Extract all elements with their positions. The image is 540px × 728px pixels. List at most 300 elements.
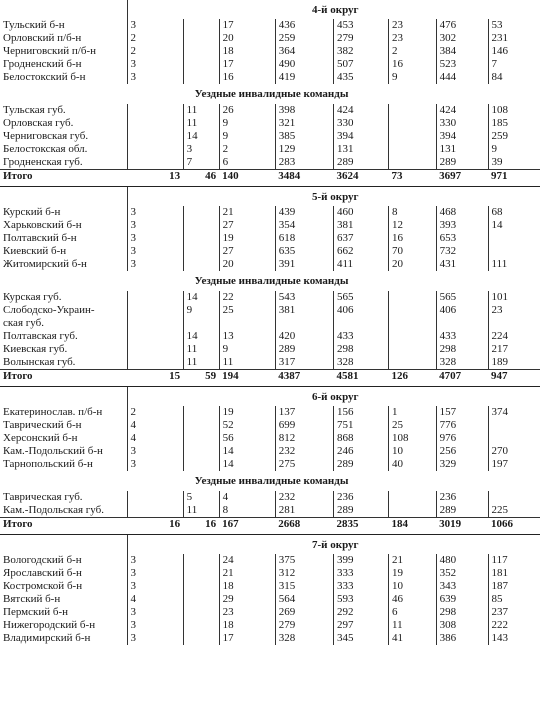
- cell-value: 10: [389, 445, 437, 458]
- cell-value: 453: [333, 19, 388, 32]
- cell-value: 444: [436, 71, 488, 84]
- table-row: [0, 232, 540, 245]
- cell-value: 23: [488, 304, 540, 330]
- cell-value: 27: [219, 245, 275, 258]
- table-row: [0, 356, 540, 370]
- cell-value: [127, 304, 183, 330]
- cell-value: 236: [333, 491, 388, 504]
- cell-value: [183, 619, 219, 632]
- cell-value: 22: [219, 291, 275, 304]
- cell-value: 384: [436, 45, 488, 58]
- cell-value: 27: [219, 219, 275, 232]
- cell-value: 411: [333, 258, 388, 271]
- district-header-row: [0, 387, 540, 407]
- cell-value: 181: [488, 567, 540, 580]
- cell-value: 11: [183, 117, 219, 130]
- cell-value: 468: [436, 206, 488, 219]
- cell-value: [389, 330, 437, 343]
- cell-value: 480: [436, 554, 488, 567]
- subsection-header-row: [0, 271, 540, 291]
- row-label: Белостокская обл.: [3, 143, 88, 155]
- row-label: Харьковский б-н: [3, 219, 82, 231]
- cell-value: 2: [127, 406, 183, 419]
- row-label: Вологодский б-н: [3, 554, 82, 566]
- cell-value: [127, 130, 183, 143]
- cell-value: 436: [275, 19, 333, 32]
- cell-value: 7: [488, 58, 540, 71]
- row-label: Тарнопольский б-н: [3, 458, 93, 470]
- cell-value: 68: [488, 206, 540, 219]
- cell-value: [389, 504, 437, 518]
- cell-value: [127, 343, 183, 356]
- cell-value: 14: [183, 130, 219, 143]
- cell-value: 12: [389, 219, 437, 232]
- cell-value: [488, 491, 540, 504]
- cell-value: 289: [333, 458, 388, 471]
- cell-value: 73: [389, 170, 437, 187]
- cell-value: 146: [488, 45, 540, 58]
- row-label: Итого: [0, 370, 127, 387]
- cell-value: 259: [275, 32, 333, 45]
- cell-value: 137: [275, 406, 333, 419]
- cell-value: 4387: [275, 370, 333, 387]
- header-spacer: [0, 535, 127, 555]
- cell-value: [389, 117, 437, 130]
- cell-value: 25: [389, 419, 437, 432]
- cell-value: 732: [436, 245, 488, 258]
- cell-value: 523: [436, 58, 488, 71]
- row-label: Пермский б-н: [3, 606, 69, 618]
- cell-value: 328: [333, 356, 388, 370]
- cell-value: 776: [436, 419, 488, 432]
- cell-value: 565: [333, 291, 388, 304]
- cell-value: 189: [488, 356, 540, 370]
- cell-value: 354: [275, 219, 333, 232]
- cell-value: 398: [275, 104, 333, 117]
- cell-value: 3: [127, 71, 183, 84]
- cell-value: 2: [127, 32, 183, 45]
- cell-value: 289: [436, 156, 488, 170]
- table-row: [0, 343, 540, 356]
- cell-value: 618: [275, 232, 333, 245]
- row-label: Таврическая губ.: [3, 491, 83, 503]
- cell-value: 543: [275, 291, 333, 304]
- row-label: Черниговский п/б-н: [3, 45, 97, 57]
- cell-value: 111: [488, 258, 540, 271]
- cell-value: 232: [275, 445, 333, 458]
- row-label: Ярославский б-н: [3, 567, 82, 579]
- cell-value: [389, 291, 437, 304]
- cell-value: 14: [219, 458, 275, 471]
- table-row: [0, 419, 540, 432]
- cell-value: 393: [436, 219, 488, 232]
- cell-value: 381: [275, 304, 333, 330]
- row-label: Херсонский б-н: [3, 432, 78, 444]
- cell-value: 947: [488, 370, 540, 387]
- row-label: Орловская губ.: [3, 117, 74, 129]
- cell-value: 3: [127, 554, 183, 567]
- cell-value: 14: [183, 330, 219, 343]
- cell-value: 18: [219, 45, 275, 58]
- cell-value: 217: [488, 343, 540, 356]
- cell-value: [488, 419, 540, 432]
- cell-value: 187: [488, 580, 540, 593]
- cell-value: 639: [436, 593, 488, 606]
- cell-value: 662: [333, 245, 388, 258]
- table-row: [0, 104, 540, 117]
- table-row: [0, 143, 540, 156]
- cell-value: 157: [436, 406, 488, 419]
- total-row: [0, 370, 540, 387]
- row-label: Тульская губ.: [3, 104, 66, 116]
- cell-value: 84: [488, 71, 540, 84]
- table-row: [0, 245, 540, 258]
- cell-value: 70: [389, 245, 437, 258]
- cell-value: 3: [127, 619, 183, 632]
- row-label: Черниговская губ.: [3, 130, 89, 142]
- cell-value: 812: [275, 432, 333, 445]
- cell-value: 16: [219, 71, 275, 84]
- cell-value: 298: [436, 343, 488, 356]
- row-label: Костромской б-н: [3, 580, 83, 592]
- cell-value: 3: [127, 258, 183, 271]
- table-row: [0, 406, 540, 419]
- cell-value: 21: [219, 567, 275, 580]
- cell-value: 637: [333, 232, 388, 245]
- cell-value: 289: [333, 504, 388, 518]
- row-label: Курский б-н: [3, 206, 61, 218]
- subsection-title: Уездные инвалидные команды: [194, 275, 349, 287]
- cell-value: 16: [127, 518, 183, 535]
- table-row: [0, 117, 540, 130]
- subsection-title: Уездные инвалидные команды: [194, 475, 349, 487]
- cell-value: 297: [333, 619, 388, 632]
- cell-value: 8: [219, 504, 275, 518]
- cell-value: 382: [333, 45, 388, 58]
- cell-value: 26: [219, 104, 275, 117]
- cell-value: 19: [219, 232, 275, 245]
- cell-value: 23: [389, 19, 437, 32]
- table-row: [0, 19, 540, 32]
- cell-value: 3: [127, 232, 183, 245]
- cell-value: 3: [127, 567, 183, 580]
- cell-value: 315: [275, 580, 333, 593]
- subsection-title: Уездные инвалидные команды: [194, 88, 349, 100]
- cell-value: 17: [219, 632, 275, 645]
- cell-value: [389, 343, 437, 356]
- cell-value: [183, 32, 219, 45]
- cell-value: 3624: [333, 170, 388, 187]
- cell-value: 279: [275, 619, 333, 632]
- cell-value: 46: [389, 593, 437, 606]
- subsection-header-row: [0, 84, 540, 104]
- cell-value: 976: [436, 432, 488, 445]
- cell-value: 39: [488, 156, 540, 170]
- cell-value: [389, 356, 437, 370]
- cell-value: 289: [436, 504, 488, 518]
- cell-value: 317: [275, 356, 333, 370]
- cell-value: 18: [219, 619, 275, 632]
- cell-value: 330: [333, 117, 388, 130]
- cell-value: 424: [436, 104, 488, 117]
- row-label: Итого: [0, 518, 127, 535]
- row-label: Нижегородский б-н: [3, 619, 96, 631]
- cell-value: 53: [488, 19, 540, 32]
- cell-value: 635: [275, 245, 333, 258]
- cell-value: 333: [333, 580, 388, 593]
- row-label: Гродненский б-н: [3, 58, 82, 70]
- cell-value: 653: [436, 232, 488, 245]
- cell-value: 375: [275, 554, 333, 567]
- cell-value: 19: [219, 406, 275, 419]
- cell-value: 256: [436, 445, 488, 458]
- cell-value: 225: [488, 504, 540, 518]
- cell-value: [183, 606, 219, 619]
- cell-value: 17: [219, 19, 275, 32]
- cell-value: 328: [436, 356, 488, 370]
- cell-value: [127, 330, 183, 343]
- cell-value: [183, 58, 219, 71]
- cell-value: 420: [275, 330, 333, 343]
- cell-value: 9: [219, 343, 275, 356]
- cell-value: 3: [127, 219, 183, 232]
- cell-value: 25: [219, 304, 275, 330]
- cell-value: [389, 491, 437, 504]
- cell-value: [183, 593, 219, 606]
- row-label: Киевский б-н: [3, 245, 67, 257]
- cell-value: 156: [333, 406, 388, 419]
- cell-value: 279: [333, 32, 388, 45]
- cell-value: [183, 580, 219, 593]
- cell-value: 439: [275, 206, 333, 219]
- table-row: [0, 219, 540, 232]
- cell-value: 3: [127, 206, 183, 219]
- cell-value: 292: [333, 606, 388, 619]
- cell-value: 20: [219, 258, 275, 271]
- cell-value: 328: [275, 632, 333, 645]
- row-label: Слободско-Украин- ская губ.: [3, 304, 95, 329]
- cell-value: 364: [275, 45, 333, 58]
- cell-value: 9: [219, 130, 275, 143]
- total-row: [0, 518, 540, 535]
- cell-value: 7: [183, 156, 219, 170]
- cell-value: 11: [219, 356, 275, 370]
- table-row: [0, 156, 540, 170]
- cell-value: 4: [127, 432, 183, 445]
- row-label: Кам.-Подольская губ.: [3, 504, 104, 516]
- cell-value: 5: [183, 491, 219, 504]
- cell-value: 3: [127, 19, 183, 32]
- cell-value: 41: [389, 632, 437, 645]
- cell-value: 490: [275, 58, 333, 71]
- cell-value: 23: [219, 606, 275, 619]
- table-row: [0, 619, 540, 632]
- cell-value: 406: [333, 304, 388, 330]
- cell-value: [389, 143, 437, 156]
- cell-value: 13: [219, 330, 275, 343]
- cell-value: 406: [436, 304, 488, 330]
- cell-value: 13: [127, 170, 183, 187]
- cell-value: 101: [488, 291, 540, 304]
- cell-value: [183, 554, 219, 567]
- cell-value: 184: [389, 518, 437, 535]
- cell-value: 431: [436, 258, 488, 271]
- cell-value: 143: [488, 632, 540, 645]
- table-row: [0, 593, 540, 606]
- cell-value: [127, 143, 183, 156]
- table-row: [0, 445, 540, 458]
- cell-value: [183, 219, 219, 232]
- cell-value: 194: [219, 370, 275, 387]
- cell-value: 16: [389, 232, 437, 245]
- table-row: [0, 206, 540, 219]
- cell-value: 46: [183, 170, 219, 187]
- cell-value: 289: [275, 343, 333, 356]
- cell-value: 108: [488, 104, 540, 117]
- district-header-row: [0, 0, 540, 19]
- cell-value: 308: [436, 619, 488, 632]
- table-row: [0, 330, 540, 343]
- cell-value: 2: [389, 45, 437, 58]
- district-title: 5-й округ: [127, 187, 540, 207]
- district-title: 6-й округ: [127, 387, 540, 407]
- table-row: [0, 258, 540, 271]
- header-spacer: [0, 387, 127, 407]
- cell-value: 1: [389, 406, 437, 419]
- cell-value: 381: [333, 219, 388, 232]
- cell-value: 9: [219, 117, 275, 130]
- cell-value: 17: [219, 58, 275, 71]
- cell-value: 40: [389, 458, 437, 471]
- total-row: [0, 170, 540, 187]
- cell-value: 3: [127, 58, 183, 71]
- cell-value: 3: [183, 143, 219, 156]
- cell-value: 15: [127, 370, 183, 387]
- cell-value: 3019: [436, 518, 488, 535]
- cell-value: 10: [389, 580, 437, 593]
- cell-value: 232: [275, 491, 333, 504]
- table-row: [0, 504, 540, 518]
- cell-value: 751: [333, 419, 388, 432]
- cell-value: 433: [333, 330, 388, 343]
- cell-value: 11: [183, 343, 219, 356]
- cell-value: 275: [275, 458, 333, 471]
- cell-value: 3: [127, 445, 183, 458]
- table-row: [0, 304, 540, 330]
- cell-value: 460: [333, 206, 388, 219]
- cell-value: 259: [488, 130, 540, 143]
- row-label: Вятский б-н: [3, 593, 61, 605]
- district-header-row: [0, 187, 540, 207]
- cell-value: 23: [389, 32, 437, 45]
- cell-value: 281: [275, 504, 333, 518]
- header-spacer: [0, 187, 127, 207]
- district-title: 7-й округ: [127, 535, 540, 555]
- table-row: [0, 432, 540, 445]
- subsection-header-row: [0, 471, 540, 491]
- table-row: [0, 58, 540, 71]
- cell-value: 222: [488, 619, 540, 632]
- cell-value: 4581: [333, 370, 388, 387]
- cell-value: 9: [183, 304, 219, 330]
- cell-value: 21: [389, 554, 437, 567]
- cell-value: 16: [389, 58, 437, 71]
- cell-value: [183, 445, 219, 458]
- cell-value: 270: [488, 445, 540, 458]
- cell-value: 298: [333, 343, 388, 356]
- cell-value: 14: [488, 219, 540, 232]
- cell-value: 4707: [436, 370, 488, 387]
- row-label: Курская губ.: [3, 291, 62, 303]
- cell-value: 4: [219, 491, 275, 504]
- cell-value: 3484: [275, 170, 333, 187]
- cell-value: 394: [436, 130, 488, 143]
- cell-value: 593: [333, 593, 388, 606]
- cell-value: 419: [275, 71, 333, 84]
- cell-value: [127, 356, 183, 370]
- cell-value: 3: [127, 632, 183, 645]
- cell-value: [127, 491, 183, 504]
- cell-value: 3697: [436, 170, 488, 187]
- table-row: [0, 291, 540, 304]
- cell-value: 1066: [488, 518, 540, 535]
- row-label: Екатеринослав. п/б-н: [3, 406, 103, 418]
- table-row: [0, 130, 540, 143]
- district-header-row: [0, 535, 540, 555]
- cell-value: 11: [183, 356, 219, 370]
- row-label: Гродненская губ.: [3, 156, 83, 168]
- cell-value: [183, 406, 219, 419]
- cell-value: 330: [436, 117, 488, 130]
- cell-value: 24: [219, 554, 275, 567]
- cell-value: [127, 156, 183, 170]
- cell-value: [488, 232, 540, 245]
- cell-value: [389, 130, 437, 143]
- cell-value: [183, 19, 219, 32]
- cell-value: 129: [275, 143, 333, 156]
- row-label: Таврический б-н: [3, 419, 82, 431]
- cell-value: 3: [127, 606, 183, 619]
- cell-value: 971: [488, 170, 540, 187]
- cell-value: [389, 156, 437, 170]
- cell-value: 386: [436, 632, 488, 645]
- cell-value: 11: [183, 504, 219, 518]
- cell-value: 391: [275, 258, 333, 271]
- cell-value: 435: [333, 71, 388, 84]
- cell-value: 16: [183, 518, 219, 535]
- cell-value: 564: [275, 593, 333, 606]
- cell-value: [127, 291, 183, 304]
- cell-value: 302: [436, 32, 488, 45]
- cell-value: [127, 104, 183, 117]
- cell-value: [183, 232, 219, 245]
- cell-value: 8: [389, 206, 437, 219]
- cell-value: 6: [219, 156, 275, 170]
- row-label: Житомирский б-н: [3, 258, 87, 270]
- cell-value: 85: [488, 593, 540, 606]
- cell-value: 197: [488, 458, 540, 471]
- table-row: [0, 458, 540, 471]
- cell-value: 352: [436, 567, 488, 580]
- table-row: [0, 567, 540, 580]
- cell-value: 289: [333, 156, 388, 170]
- cell-value: 333: [333, 567, 388, 580]
- cell-value: 2: [127, 45, 183, 58]
- cell-value: [127, 117, 183, 130]
- header-spacer: [0, 0, 127, 19]
- cell-value: 14: [183, 291, 219, 304]
- table-row: [0, 580, 540, 593]
